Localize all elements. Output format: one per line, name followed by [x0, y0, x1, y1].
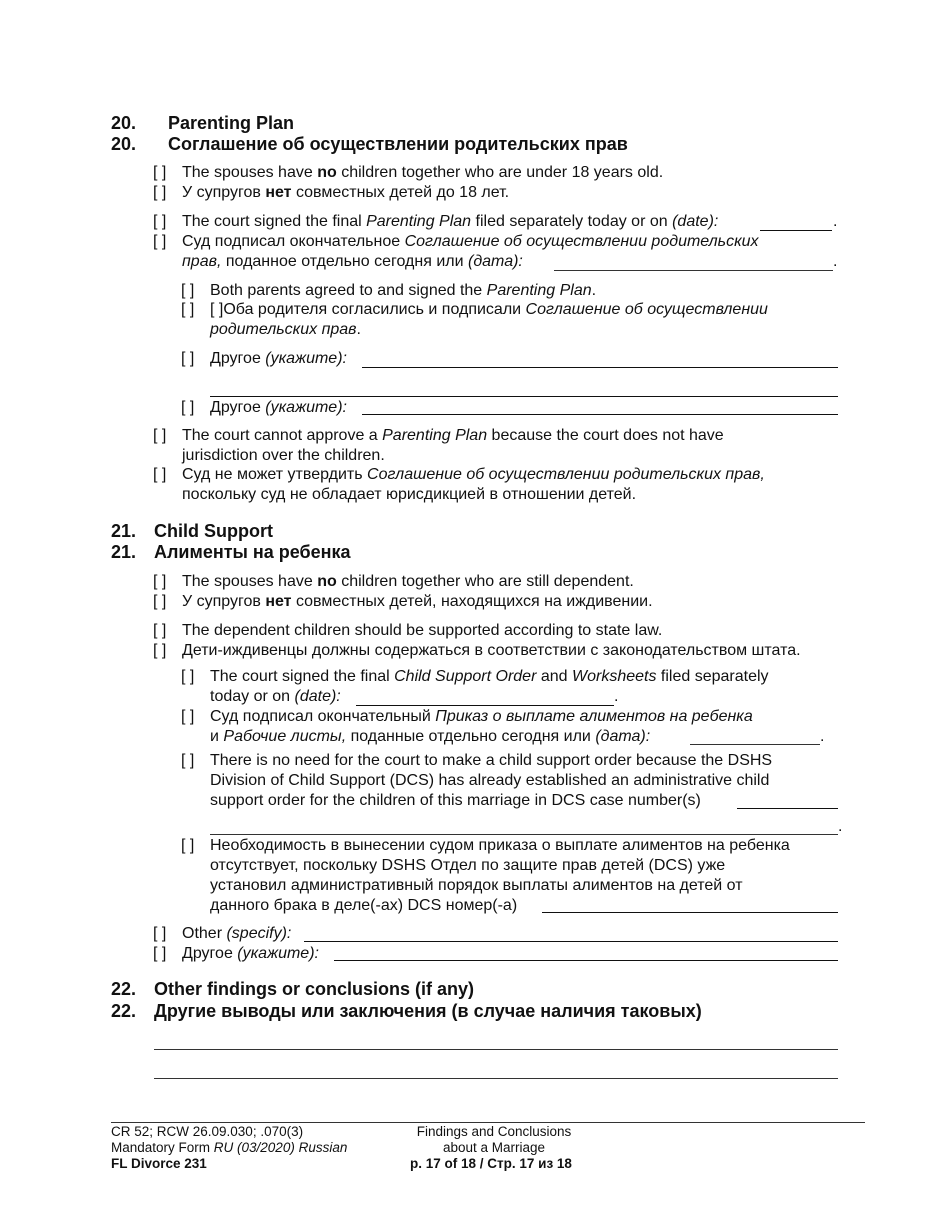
checkbox-dcs-order-ru[interactable]: [ ] — [181, 837, 195, 854]
both-parents-agreed-text: Both parents agreed to and signed the Parenting Plan. — [210, 282, 597, 299]
section-20-title-en: Parenting Plan — [168, 113, 295, 133]
parenting-plan-signed-text: The court signed the final Parenting Plan filed separately today or on (date): — [182, 213, 719, 230]
no-jurisdiction-text-ru: Суд не может утвердить Соглашение об осуществлении родительских прав, — [182, 466, 765, 483]
checkbox-both-parents-agreed-ru[interactable]: [ ] — [181, 301, 195, 318]
section-20-title-ru: Соглашение об осуществлении родительских прав — [168, 134, 628, 154]
footer-page-number: p. 17 of 18 / Стр. 17 из 18 — [410, 1156, 572, 1171]
footer-divider — [111, 1122, 865, 1123]
checkbox-no-dependent-children-ru[interactable]: [ ] — [153, 593, 167, 610]
dcs-order-text-ru-1: Необходимость в вынесении судом приказа о выплате алиментов на ребенка — [210, 837, 790, 854]
state-law-text-ru: Дети-иждивенцы должны содержаться в соответствии с законодательством штата. — [182, 642, 801, 659]
footer-statute: CR 52; RCW 26.09.030; .070(3) — [111, 1124, 304, 1139]
checkbox-other-ru-1[interactable]: [ ] — [181, 350, 195, 367]
no-children-under-18-text: The spouses have no children together who are under 18 years old. — [182, 164, 664, 181]
dcs-order-text-1: There is no need for the court to make a child support order because the DSHS — [210, 752, 773, 769]
both-parents-agreed-text-ru-2: родительских прав. — [210, 321, 361, 338]
checkbox-no-jurisdiction[interactable]: [ ] — [153, 427, 167, 444]
dcs-case-number-field-ru[interactable] — [542, 912, 838, 913]
checkbox-both-parents-agreed[interactable]: [ ] — [181, 282, 195, 299]
period: . — [614, 688, 619, 705]
child-support-order-text-ru-2: и Рабочие листы, поданные отдельно сегодня или (дата): — [210, 728, 651, 745]
section-22-number-ru: 22. — [111, 1001, 137, 1021]
no-dependent-children-text: The spouses have no children together who are still dependent. — [182, 573, 634, 590]
section-22-number: 22. — [111, 979, 137, 999]
no-dependent-children-text-ru: У супругов нет совместных детей, находящихся на иждивении. — [182, 593, 653, 610]
checkbox-state-law-ru[interactable]: [ ] — [153, 642, 167, 659]
dcs-order-text-ru-4: данного брака в деле(-ах) DCS номер(-а) — [210, 897, 518, 914]
other-specify-field-ru[interactable] — [334, 960, 838, 961]
both-parents-agreed-text-ru: [ ]Оба родителя согласились и подписали Соглашение об осуществлении — [210, 301, 768, 318]
footer-form-id: FL Divorce 231 — [111, 1156, 207, 1171]
date-field-child-support[interactable] — [356, 705, 614, 706]
parenting-plan-signed-text-ru: Суд подписал окончательное Соглашение об осуществлении родительских — [182, 233, 759, 250]
checkbox-no-jurisdiction-ru[interactable]: [ ] — [153, 466, 167, 483]
period: . — [838, 818, 843, 835]
checkbox-child-support-order-ru[interactable]: [ ] — [181, 708, 195, 725]
dcs-case-number-field[interactable] — [737, 808, 838, 809]
dcs-order-text-2: Division of Child Support (DCS) has already established an administrative child — [210, 772, 770, 789]
other-ru-label-2: Другое (укажите): — [210, 399, 347, 416]
checkbox-state-law[interactable]: [ ] — [153, 622, 167, 639]
section-22-title-ru: Другие выводы или заключения (в случае наличия таковых) — [154, 1001, 702, 1021]
section-21-number: 21. — [111, 521, 137, 541]
checkbox-other-ru-2[interactable]: [ ] — [181, 399, 195, 416]
checkbox-other-specify[interactable]: [ ] — [153, 925, 167, 942]
checkbox-child-support-order[interactable]: [ ] — [181, 668, 195, 685]
state-law-text: The dependent children should be supported according to state law. — [182, 622, 663, 639]
checkbox-dcs-order[interactable]: [ ] — [181, 752, 195, 769]
period: . — [833, 253, 838, 270]
section-20-number-ru: 20. — [111, 134, 137, 154]
dcs-case-number-field-continued[interactable] — [210, 834, 838, 835]
section-20-number: 20. — [111, 113, 137, 133]
no-children-under-18-text-ru: У супругов нет совместных детей до 18 лет. — [182, 184, 510, 201]
child-support-order-text-2: today or on (date): — [210, 688, 341, 705]
checkbox-parenting-plan-signed[interactable]: [ ] — [153, 213, 167, 230]
other-ru-field-1[interactable] — [362, 367, 838, 368]
checkbox-no-children-under-18-ru[interactable]: [ ] — [153, 184, 167, 201]
date-field-parenting-plan-ru[interactable] — [554, 270, 833, 271]
period: . — [820, 728, 825, 745]
child-support-order-text: The court signed the final Child Support Order and Worksheets filed separately — [210, 668, 769, 685]
dcs-order-text-ru-3: установил административный порядок выплаты алиментов на детей от — [210, 877, 743, 894]
other-findings-line-2[interactable] — [154, 1078, 838, 1079]
no-jurisdiction-text: The court cannot approve a Parenting Plan because the court does not have — [182, 427, 724, 444]
section-22-title-en: Other findings or conclusions (if any) — [154, 979, 475, 999]
checkbox-parenting-plan-signed-ru[interactable]: [ ] — [153, 233, 167, 250]
section-21-title-en: Child Support — [154, 521, 273, 541]
footer-form-version: Mandatory Form RU (03/2020) Russian — [111, 1140, 348, 1155]
parenting-plan-signed-text-ru-2: прав, поданное отдельно сегодня или (дата): — [182, 253, 523, 270]
dcs-order-text-3: support order for the children of this marriage in DCS case number(s) — [210, 792, 701, 809]
other-specify-field[interactable] — [304, 941, 838, 942]
footer-doc-title-2: about a Marriage — [442, 1140, 546, 1155]
date-field-child-support-ru[interactable] — [690, 744, 820, 745]
checkbox-no-dependent-children[interactable]: [ ] — [153, 573, 167, 590]
date-field-parenting-plan[interactable] — [760, 230, 832, 231]
checkbox-other-specify-ru[interactable]: [ ] — [153, 945, 167, 962]
no-jurisdiction-text-ru-2: поскольку суд не обладает юрисдикцией в отношении детей. — [182, 486, 637, 503]
child-support-order-text-ru: Суд подписал окончательный Приказ о выплате алиментов на ребенка — [210, 708, 753, 725]
section-21-number-ru: 21. — [111, 542, 137, 562]
checkbox-no-children-under-18[interactable]: [ ] — [153, 164, 167, 181]
period: . — [833, 213, 838, 230]
other-ru-label-1: Другое (укажите): — [210, 350, 347, 367]
other-ru-field-2[interactable] — [362, 414, 838, 415]
other-ru-field-1-continued[interactable] — [210, 396, 838, 397]
no-jurisdiction-text-2: jurisdiction over the children. — [182, 447, 385, 464]
other-findings-line-1[interactable] — [154, 1049, 838, 1050]
other-specify-label: Other (specify): — [182, 925, 292, 942]
other-specify-label-ru: Другое (укажите): — [182, 945, 319, 962]
dcs-order-text-ru-2: отсутствует, поскольку DSHS Отдел по защите прав детей (DCS) уже — [210, 857, 726, 874]
section-21-title-ru: Алименты на ребенка — [154, 542, 351, 562]
footer-doc-title-1: Findings and Conclusions — [416, 1124, 572, 1139]
